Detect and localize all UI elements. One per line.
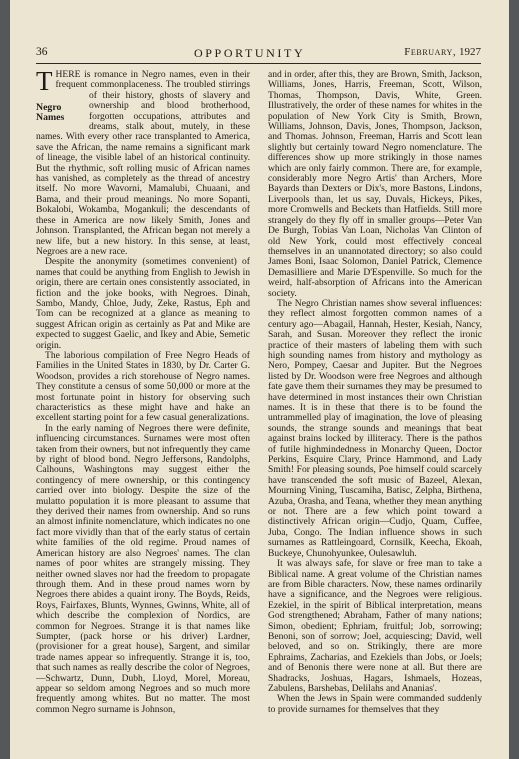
right-column <box>268 70 482 745</box>
side-heading <box>36 103 84 124</box>
paragraph: It was always safe, for slave or free man to take a Biblical name. A great volume of the Christian names are from Bible characters. Now, these names ordinarily have a significance, and the Negroes were religious. Ezekiel, in the spirit of Biblical interpretation, means God strengthened; Abraham, Father of many nations; Simon, obedient; Ephriam, fruitful; Job, sorrowing; Benoni, son of sorrow; Joel, acquiescing; David, well beloved, and so on. Strikingly, there are more Ephraims, Zacharias, and Ezekiels than Jobs, or Joels; and of Benonis there were none at all. But there are Shadracks, Joshuas, Hagars, Ishmaels, Hozeas, Zabulens, Barshebas, Delilahs and Ananias'. <box>268 558 482 694</box>
issue-date <box>404 46 481 58</box>
header-rule <box>36 63 481 64</box>
issue-month: February, <box>404 46 457 58</box>
left-column <box>36 70 250 745</box>
paragraph: Despite the anonymity (sometimes convenient) of names that could be anything from English to Jewish in origin, there are certain ones consistently associated, in fiction and the joke books, with Negroes. Dinah, Sambo, Mandy, Chloe, Judy, Zeke, Rastus, Eph and Tom can be recognized at a glance as meaning to suggest African origin as certainly as Pat and Mike are expected to suggest Gaelic, and Ikey and Abie, Semetic origin. <box>36 256 250 351</box>
paragraph: In the early naming of Negroes there were definite, influencing circumstances. Surnames were most often taken from their owners, but not infrequently they came by right of blood bond. Negro Jeffersons, Randolphs, Calhouns, Washingtons may suggest either the contingency of mere ownership, or this contingency carried over into biology. Despite the size of the mulatto population it is more pleasant to assume that they derived their names from ownership. And so runs an almost infinite nomenclature, which indicates no one fact more vividly than that of the early status of certain white families of the old regime. Proud names of American history are also Negroes' names. The clan names of poor whites are strangely missing. They neither owned slaves nor had the freedom to propagate through them. And in these proud names worn by Negroes there abides a quaint irony. The Boyds, Reids, Roys, Fairfaxes, Blunts, Wynnes, Gwinns, White, all of which describe the complexion of Nordics, are common for Negroes. Strange it is that names like Sumpter, (pack horse or his driver) Lardner, (provisioner for a great house), Sargent, and similar trade names appear so infrequently. Strange it is, too, that such names as really describe the color of Negroes,—Schwartz, Dunn, Dubh, Lloyd, Morel, Moreau, appear so seldom among Negroes and so much more frequently among whites. But no matter. The most common Negro surname is Johnson, <box>36 422 250 715</box>
paragraph: and in order, after this, they are Brown, Smith, Jackson, Williams, Jones, Harris, Freeman, Scott, Wilson, Thomas, Thompson, Davis, White, Green. Illustratively, the order of these names for whites in the population of New York City is Smith, Brown, Williams, Johnson, Davis, Jones, Thompson, Jackson, and Thomas. Johnson, Freeman, Harris and Scott lean slightly but certainly toward Negro nomenclature. The differences show up more strikingly in those names which are only fairly common. There are, for example, considerably more Negro Artis' than Archers, More Bayards than Dexters or Dix's, more Bastons, Lindons, Liverpools than, let us say, Duvals, Hickeys, Pikes, more Cromwells and Beckets than Hatfields. Still more strangely do they fly off in smaller groups—Peter Van De Burgh, Tobias Van Loan, Nicholas Van Clinton of old New York, could most effectively conceal themselves in an unannotated directory; so also could James Boni, Isaac Solomon, Daniel Patrick, Clemence Demasilliere and Marie D'Espenville. So much for the weird, half-absorption of Africans into the American society. <box>268 70 482 299</box>
paragraph: The Negro Christian names show several influences: they reflect almost forgotten common names of a century ago—Abagail, Hannah, Hester, Kesiah, Nancy, Sarah, and Susan. Moreover they reflect the ironic practice of their masters of labeling them with such high sounding names from history and mythology as Nero, Pompey, Caesar and Jupiter. But the Negroes listed by Dr. Woodson were free Negroes and although fate gave them their surnames they may be presumed to have determined in most instances their own Christian names. It is in these that there is to be found the untrammelled play of imagination, the love of pleasing sounds, the strange sounds and meanings that beat against brains locked by illiteracy. There is the pathos of futile highmindedness in Monarchy Queen, Doctor Perkins, Esquire Clary, Prince Hammond, and Lady Smith! For pleasing sounds, Poe himself could scarcely have transcended the soft music of Bazeel, Alexan, Mourning Vining, Tuscamiha, Batisc, Zelpha, Birthena, Azuba, Orasha, and Teana, whether they mean anything or not. There are a few which point toward a distinctively African origin—Cudjo, Quam, Cuffee, Juba, Congo. The Indian influence shows in such surnames as Rattleingoard, Cornsilk, Keecha, Ekoah, Buckeye, Chunohyunkee, Oulesawluh. <box>268 297 482 559</box>
page-number: 36 <box>36 46 48 58</box>
issue-year: 1927 <box>459 46 481 58</box>
side-heading-line-2: Names <box>36 112 65 124</box>
journal-title: OPPORTUNITY <box>194 46 306 60</box>
opening-paragraph <box>36 70 250 257</box>
drop-cap: T <box>36 70 53 96</box>
paragraph: The laborious compilation of Free Negro Heads of Families in the United States in 1830, by Dr. Carter G. Woodson, provides a rich storehouse of Negro names. They constitute a census of some 50,000 or more at the most fortunate point in history for observing such characteristics as these might have and hake an excellent starting point for a few casual generalizations. <box>36 349 250 424</box>
side-heading-line-1: Negro <box>36 102 62 113</box>
opening-text: HERE is romance in Negro names, even in their frequent commonplaceness. The troubled stirrings of their history, ghosts of slavery and ownership and blood brotherhood, forgotten occupations, attributes and dreams, stalk about, mutely, in these names. With every other race transplanted to America, save the African, the name remains a significant mark of lineage, the visible label of an historical continuity. But the rhythmic, soft rolling music of African names has vanished, as completely as the thread of ancestry itself. No more Wavorni, Mamalubi, Chuaani, and Bama, and their proud meanings. No more Sopanti, Bokalobi, Wokamba, Mogankuli; the descendants of these in America are now likely Smith, Jones and Johnson. Transplanted, the African began not merely a new life, but a new history. In this sense, at least, Negroes are a new race. <box>36 70 250 257</box>
paragraph: When the Jews in Spain were commanded suddenly to provide surnames for themselves that they <box>268 693 482 715</box>
magazine-page <box>10 0 509 759</box>
running-header <box>36 44 481 62</box>
